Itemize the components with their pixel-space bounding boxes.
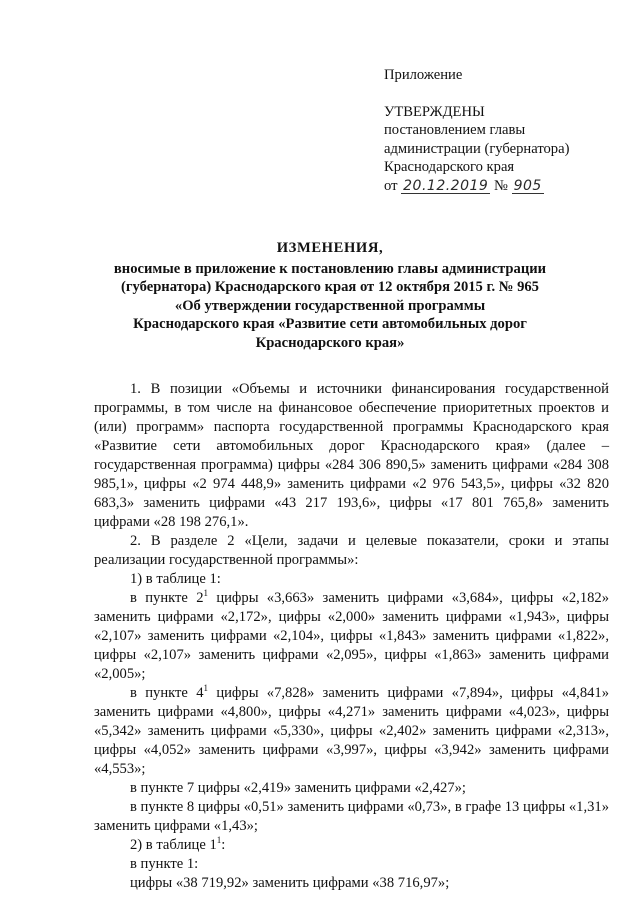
paragraph-3: 1) в таблице 1: xyxy=(130,571,221,587)
paragraph-5-rest: цифры «7,828» заменить цифрами «7,894», цифры «4,841» заменить цифрами «4,800», цифры «4,271» заменить цифрами «4,023», цифры «5,342» заменить цифрами «5,330», цифры «2,402» заменить цифрами «2,313», цифры «4,052» заменить цифрами «3,997», цифры «3,942» заменить цифрами «4,553»; xyxy=(94,685,610,777)
approval-line-2: администрации (губернатора) xyxy=(384,140,570,157)
superscript: 1 xyxy=(216,835,222,846)
superscript: 1 xyxy=(203,683,208,694)
approval-date-line xyxy=(384,177,624,196)
paragraph-7: в пункте 8 цифры «0,51» заменить цифрами «0,73», в графе 13 цифры «1,31» заменить цифрами «1,43»; xyxy=(94,799,609,834)
approval-block xyxy=(384,66,624,196)
paragraph-8-rest: : xyxy=(221,837,226,853)
title-line-4: Краснодарского края «Развитие сети автомобильных дорог xyxy=(133,316,527,333)
title-line-5: Краснодарского края» xyxy=(255,334,405,351)
document-title xyxy=(100,239,560,353)
paragraph-8 xyxy=(94,836,609,855)
paragraph-5 xyxy=(94,684,609,779)
paragraph-1: 1. В позиции «Объемы и источники финансирования государственной программы, в том числе на финансовое обеспечение приоритетных проектов и (или) программ» паспорта государственной программы Краснодарского края «Развитие сети автомобильных дорог Краснодарского края» (далее – государственная программа) цифры «284 306 890,5» заменить цифрами «284 308 985,1», цифры «2 974 448,9» заменить цифрами «2 976 543,5», цифры «32 820 683,3» заменить цифрами «43 217 193,6», цифры «17 801 765,8» заменить цифрами «28 198 276,1». xyxy=(94,381,609,530)
document-body xyxy=(94,380,609,893)
paragraph-8-start: 2) в таблице 1 xyxy=(130,837,217,853)
handwritten-number: 905 xyxy=(513,177,542,194)
paragraph-6: в пункте 7 цифры «2,419» заменить цифрами «2,427»; xyxy=(130,780,466,796)
from-label: от xyxy=(384,177,398,194)
paragraph-5-start: в пункте 4 xyxy=(130,685,204,701)
paragraph-4 xyxy=(94,589,609,684)
appendix-label: Приложение xyxy=(384,67,463,83)
approval-line-3: Краснодарского края xyxy=(384,159,515,176)
title-line-2: (губернатора) Краснодарского края от 12 октября 2015 г. № 965 xyxy=(121,279,539,296)
paragraph-2: 2. В разделе 2 «Цели, задачи и целевые показатели, сроки и этапы реализации государственной программы»: xyxy=(94,533,609,568)
paragraph-4-rest: цифры «3,663» заменить цифрами «3,684», цифры «2,182» заменить цифрами «2,172», цифры «2,000» заменить цифрами «1,943», цифры «2,107» заменить цифрами «2,104», цифры «1,843» заменить цифрами «1,822», цифры «2,107» заменить цифрами «2,095», цифры «1,863» заменить цифрами «2,005»; xyxy=(94,590,610,682)
title-main: ИЗМЕНЕНИЯ, xyxy=(276,240,384,256)
title-line-1: вносимые в приложение к постановлению главы администрации xyxy=(113,260,547,277)
approval-line-1: постановлением главы xyxy=(384,122,526,139)
paragraph-4-start: в пункте 2 xyxy=(130,590,204,606)
superscript: 1 xyxy=(203,588,208,599)
approved-label: УТВЕРЖДЕНЫ xyxy=(384,103,485,120)
title-line-3: «Об утверждении государственной программы xyxy=(174,297,486,314)
paragraph-9: в пункте 1: xyxy=(130,856,199,872)
paragraph-10: цифры «38 719,92» заменить цифрами «38 716,97»; xyxy=(130,875,450,891)
number-label: № xyxy=(493,177,508,194)
handwritten-date: 20.12.2019 xyxy=(403,177,489,194)
